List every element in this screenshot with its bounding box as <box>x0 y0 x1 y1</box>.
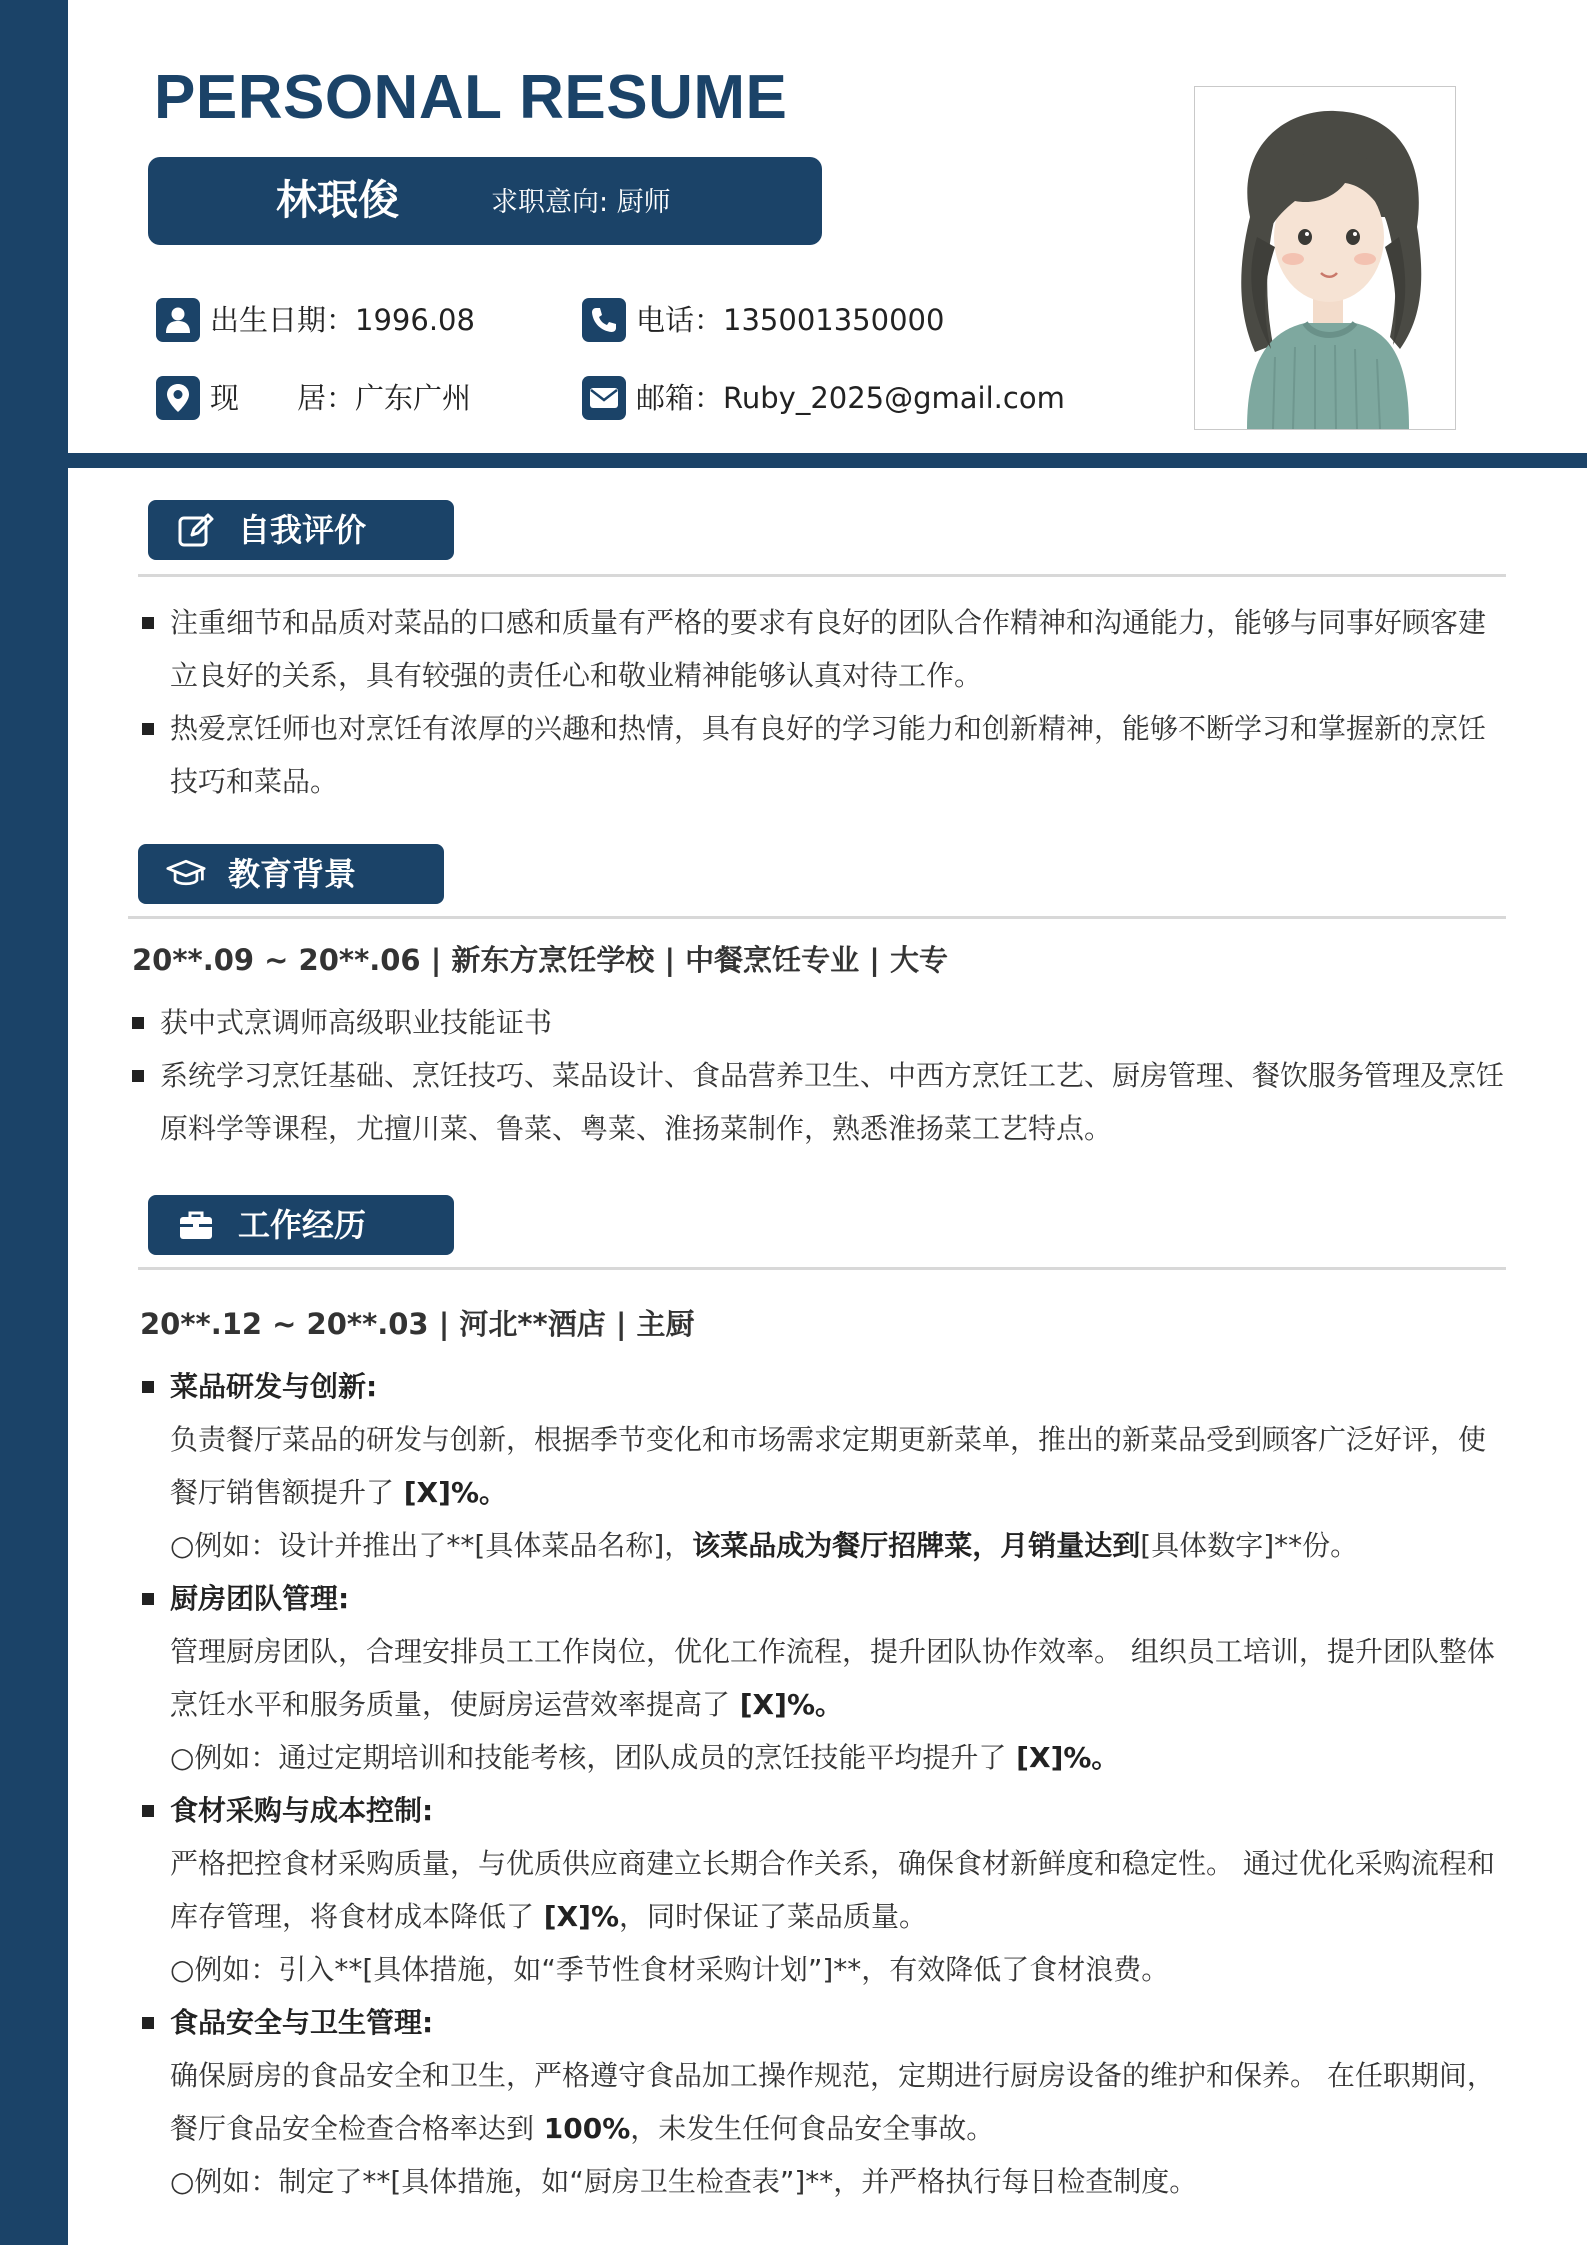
work-example: ○例如：通过定期培训和技能考核，团队成员的烹饪技能平均提升了 [X]%。 <box>170 1741 1120 1774</box>
job-intent: 求职意向: 厨师 <box>491 187 671 218</box>
phone-label: 电话： <box>636 303 724 337</box>
work-example: ○例如：制定了**[具体措施，如“厨房卫生检查表”]**，并严格执行每日检查制度。 <box>170 2165 1198 2198</box>
phone-icon <box>582 298 626 342</box>
section-title-education: 教育背景 <box>228 855 357 893</box>
info-email <box>582 376 1065 420</box>
work-details <box>142 1360 1504 2208</box>
list-item: 热爱烹饪师也对烹饪有浓厚的兴趣和热情，具有良好的学习能力和创新精神，能够不断学习和掌握新的烹饪技巧和菜品。 <box>142 702 1504 808</box>
section-divider <box>128 916 1506 919</box>
residence-value: 广东广州 <box>355 381 472 415</box>
work-example: ○例如：引入**[具体措施，如“季节性食材采购计划”]**，有效降低了食材浪费。 <box>170 1953 1170 1986</box>
list-item: 注重细节和品质对菜品的口感和质量有严格的要求有良好的团队合作精神和沟通能力，能够与同事好顾客建立良好的关系，具有较强的责任心和敬业精神能够认真对待工作。 <box>142 596 1504 702</box>
email-label: 邮箱： <box>636 381 724 415</box>
left-accent-bar <box>0 0 68 2245</box>
page-title: PERSONAL RESUME <box>154 63 788 132</box>
info-birth <box>156 298 475 342</box>
section-divider <box>138 1267 1506 1270</box>
section-header-work <box>148 1195 454 1255</box>
user-icon <box>156 298 200 342</box>
work-subheading: 厨房团队管理: <box>142 1572 1504 1625</box>
work-paragraph: 负责餐厅菜品的研发与创新，根据季节变化和市场需求定期更新菜单，推出的新菜品受到顾客广泛好评，使餐厅销售额提升了 [X]%。 <box>170 1423 1487 1509</box>
candidate-name: 林珉俊 <box>276 176 399 224</box>
residence-label: 现 居： <box>210 381 356 415</box>
phone-value: 135001350000 <box>723 303 945 337</box>
envelope-icon <box>582 376 626 420</box>
work-paragraph: 严格把控食材采购质量，与优质供应商建立长期合作关系，确保食材新鲜度和稳定性。 通过优化采购流程和库存管理，将食材成本降低了 [X]%，同时保证了菜品质量。 <box>170 1847 1495 1933</box>
section-header-self-eval <box>148 500 454 560</box>
work-subheading: 菜品研发与创新: <box>142 1360 1504 1413</box>
work-subheading: 食材采购与成本控制: <box>142 1784 1504 1837</box>
info-residence <box>156 376 471 420</box>
work-paragraph: 管理厨房团队，合理安排员工工作岗位，优化工作流程，提升团队协作效率。 组织员工培训，提升团队整体烹饪水平和服务质量，使厨房运营效率提高了 [X]%。 <box>170 1635 1495 1721</box>
briefcase-icon <box>176 1205 216 1245</box>
location-pin-icon <box>156 376 200 420</box>
birth-label: 出生日期： <box>210 303 356 337</box>
name-banner <box>148 157 822 245</box>
birth-value: 1996.08 <box>355 303 475 337</box>
work-example: ○例如：设计并推出了**[具体菜品名称]，该菜品成为餐厅招牌菜，月销量达到[具体数字]**份。 <box>170 1529 1359 1562</box>
self-eval-list <box>142 596 1504 808</box>
section-title-self-eval: 自我评价 <box>238 511 367 549</box>
email-value: Ruby_2025@gmail.com <box>723 381 1065 415</box>
info-phone <box>582 298 944 342</box>
header-divider-bar <box>68 453 1587 468</box>
list-item: 获中式烹调师高级职业技能证书 <box>132 996 1504 1049</box>
education-list <box>132 996 1504 1155</box>
section-divider <box>138 574 1506 577</box>
work-meta: 20**.12 ~ 20**.03 | 河北**酒店 | 主厨 <box>140 1307 695 1341</box>
education-meta: 20**.09 ~ 20**.06 | 新东方烹饪学校 | 中餐烹饪专业 | 大专 <box>132 943 948 977</box>
graduation-cap-icon <box>166 854 206 894</box>
profile-photo <box>1194 86 1456 430</box>
work-paragraph: 确保厨房的食品安全和卫生，严格遵守食品加工操作规范，定期进行厨房设备的维护和保养。 在任职期间，餐厅食品安全检查合格率达到 100%，未发生任何食品安全事故。 <box>170 2059 1495 2145</box>
section-header-education <box>138 844 444 904</box>
list-item: 系统学习烹饪基础、烹饪技巧、菜品设计、食品营养卫生、中西方烹饪工艺、厨房管理、餐饮服务管理及烹饪原料学等课程，尤擅川菜、鲁菜、粤菜、淮扬菜制作，熟悉淮扬菜工艺特点。 <box>132 1049 1504 1155</box>
section-title-work: 工作经历 <box>238 1206 367 1244</box>
work-subheading: 食品安全与卫生管理: <box>142 1996 1504 2049</box>
edit-icon <box>176 510 216 550</box>
